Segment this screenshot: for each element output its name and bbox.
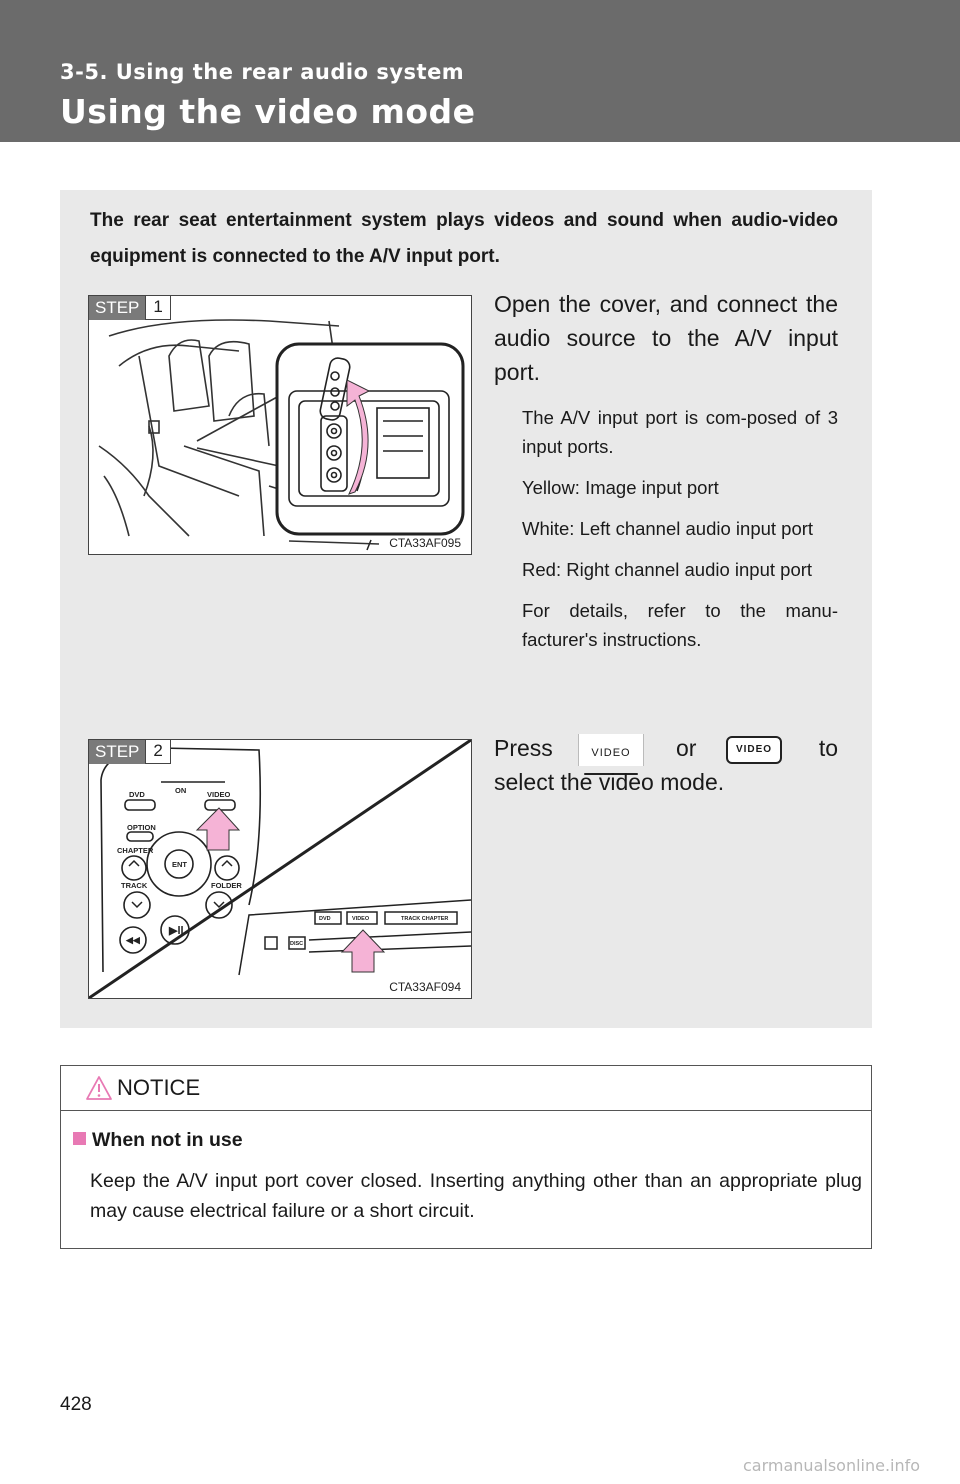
intro-text: The rear seat entertainment system plays videos and sound when audio-video equipment is connected to the A/V input port.: [90, 210, 838, 267]
note-yellow: Yellow: Image input port: [522, 477, 719, 498]
note-details: For details, refer to the manu-facturer's instructions.: [522, 600, 838, 650]
step1-illustration: [88, 295, 472, 555]
step-number: 2: [146, 740, 170, 764]
remote-label-on: ON: [175, 786, 187, 795]
remote-label-video: VIDEO: [207, 790, 231, 799]
remote-label-option: OPTION: [127, 823, 156, 832]
panel-label-disc: DISC: [290, 941, 304, 947]
remote-label-ent: ENT: [172, 860, 187, 869]
remote-video-button-icon: [726, 736, 782, 764]
page-title: Using the video mode: [60, 92, 476, 131]
svg-text:◀◀: ◀◀: [126, 935, 140, 945]
notice-subheading: [73, 1129, 243, 1152]
notice-title: NOTICE: [117, 1075, 201, 1100]
page-number: 428: [60, 1394, 92, 1415]
step-number: 1: [146, 296, 170, 320]
remote-and-panel-drawing: [89, 740, 471, 998]
step2-badge: [89, 740, 171, 764]
notice-header: [61, 1066, 871, 1111]
notice-box: [60, 1065, 872, 1249]
remote-label-chapter: CHAPTER: [117, 846, 154, 855]
step1-instruction-text: Open the cover, and connect the audio source to the A/V input port.: [494, 291, 838, 385]
notice-body: Keep the A/V input port cover closed. Inserting anything other than an appropriate plug may cause electrical failure or a short circuit.: [90, 1170, 862, 1222]
note-ports: The A/V input port is com-posed of 3 input ports.: [522, 407, 838, 457]
panel-label-video: VIDEO: [352, 916, 370, 922]
rear-video-button-label: VIDEO: [591, 747, 631, 759]
square-bullet-icon: [73, 1132, 86, 1145]
warning-triangle-icon: [85, 1074, 113, 1102]
note-white: White: Left channel audio input port: [522, 518, 814, 539]
header-bar: [0, 0, 960, 142]
step1-instruction: [494, 287, 838, 389]
step2-instruction-line2: select the video mode.: [494, 769, 725, 795]
remote-label-track: TRACK: [121, 881, 148, 890]
note-red: Red: Right channel audio input port: [522, 559, 813, 580]
remote-video-button-label: VIDEO: [735, 744, 773, 755]
word-or: or: [676, 735, 697, 761]
rear-video-button-icon: [578, 734, 644, 766]
figure-code: CTA33AF095: [389, 536, 461, 550]
av-port-drawing: [89, 296, 471, 554]
word-to: to: [818, 735, 838, 761]
step1-notes: [522, 403, 838, 666]
step-word: STEP: [89, 296, 146, 320]
section-label: 3-5. Using the rear audio system: [60, 60, 465, 84]
remote-label-folder: FOLDER: [211, 881, 242, 890]
step2-illustration: [88, 739, 472, 999]
word-press: Press: [494, 735, 553, 761]
figure-code: CTA33AF094: [389, 980, 461, 994]
panel-label-dvd: DVD: [319, 916, 331, 922]
notice-subheading-text: When not in use: [92, 1129, 243, 1151]
step-word: STEP: [89, 740, 146, 764]
step2-instruction-line1: [494, 731, 838, 765]
panel-label-track-chapter: TRACK CHAPTER: [401, 916, 449, 922]
step1-badge: [89, 296, 171, 320]
watermark: carmanualsonline.info: [743, 1456, 921, 1475]
svg-text:▶ll: ▶ll: [169, 925, 184, 937]
remote-label-dvd: DVD: [129, 790, 145, 799]
